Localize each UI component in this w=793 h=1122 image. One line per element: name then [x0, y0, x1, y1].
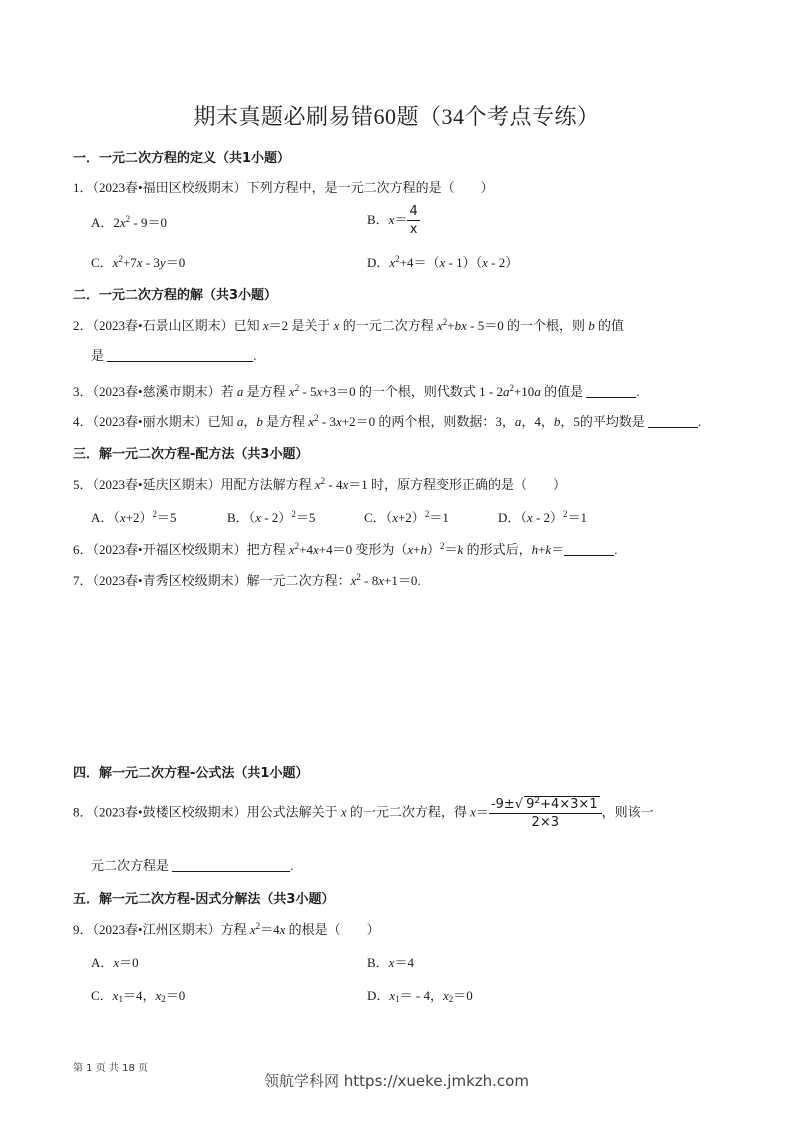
- q5-option-c: C．$(x+2)^2=1$: [364, 509, 449, 525]
- question-6: 6．（2023春•开福区校级期末）把方程 $x^2+4x+4=0$ 变形为$(x+h)^2=k$ 的形式后，h+k＝ .: [73, 541, 618, 557]
- section-heading-4: 四．解一元二次方程-公式法（共1小题）: [73, 766, 309, 781]
- answer-blank[interactable]: [564, 543, 614, 556]
- fraction: $\frac{4}{x}$: [409, 204, 418, 237]
- question-3: 3．（2023春•慈溪市期末）若 a 是方程 $x^2 - 5x+3=0$ 的一个根，则代数式 $1 - 2a^2+10a$ 的值是 .: [73, 383, 640, 399]
- page-number: 第 1 页 共 18 页: [73, 1063, 148, 1074]
- watermark-site: 领航学科网 https://xueke.jmkzh.com: [264, 1072, 529, 1090]
- question-2: 2．（2023春•石景山区期末）已知 x＝2 是关于 x 的一元二次方程 $x^2+bx - 5=0$ 的一个根，则 b 的值: [73, 317, 624, 333]
- question-2-cont: 是 .: [91, 348, 257, 363]
- section-heading-3: 三．解一元二次方程-配方法（共3小题）: [73, 447, 309, 462]
- question-4: 4．（2023春•丽水期末）已知 a，b 是方程 $x^2 - 3x+2=0$ 的两个根，则数据：3，a，4，b，5的平均数是 .: [73, 413, 702, 429]
- q5-option-d: D．（x - 2）$^2$＝1: [498, 509, 588, 525]
- q1-option-d: D．$x^2+4=(x - 1)(x - 2)$: [367, 254, 519, 270]
- answer-blank[interactable]: [586, 385, 636, 398]
- question-8: 8．（2023春•鼓楼区校级期末）用公式法解关于 x 的一元二次方程，得 x＝ $\frac{-9\pm√ 9^2+4\times 3\times 1}{2\times 3}$ ，则该一: [73, 796, 654, 830]
- page-title: 期末真题必刷易错60题（34个考点专练）: [193, 104, 600, 129]
- q9-option-a: A．x＝0: [91, 955, 139, 970]
- q9-option-d: D．$x_1= - 4$，$x_2=0$: [367, 988, 473, 1004]
- section-heading-1: 一．一元二次方程的定义（共1小题）: [73, 151, 291, 166]
- q9-option-c: C．$x_1=4$，$x_2=0$: [91, 988, 186, 1004]
- question-5: 5．（2023春•延庆区期末）用配方法解方程 $x^2 - 4x=1$ 时，原方程变形正确的是（ ）: [73, 476, 567, 492]
- section-heading-2: 二．一元二次方程的解（共3小题）: [73, 288, 278, 303]
- answer-blank[interactable]: [648, 415, 698, 428]
- question-7: 7．（2023春•青秀区校级期末）解一元二次方程：$x^2 - 8x+1=0$.: [73, 572, 421, 588]
- q5-option-a: A．$(x+2)^2=5$: [91, 509, 177, 525]
- q1-option-b: B．x＝ $\frac{4}{x}$: [367, 204, 418, 237]
- q5-option-b: B．（x - 2）$^2$＝5: [227, 509, 316, 525]
- q1-option-a: A．$2x^2 - 9=0$: [91, 214, 168, 230]
- quadratic-formula-fraction: $\frac{-9\pm√ 9^2+4\times 3\times 1}{2\times 3}$: [489, 796, 602, 831]
- section-heading-5: 五．解一元二次方程-因式分解法（共3小题）: [73, 892, 335, 907]
- answer-blank[interactable]: [172, 859, 290, 872]
- q1-option-c: C．$x^2+7x - 3y=0$: [91, 254, 186, 270]
- question-9: 9．（2023春•江州区期末）方程 $x^2=4x$ 的根是（ ）: [73, 921, 380, 937]
- answer-blank[interactable]: [107, 349, 253, 362]
- q9-option-b: B．x＝4: [367, 955, 414, 970]
- question-1: 1．（2023春•福田区校级期末）下列方程中，是一元二次方程的是（ ）: [73, 180, 494, 195]
- question-8-cont: 元二次方程是 .: [91, 858, 294, 873]
